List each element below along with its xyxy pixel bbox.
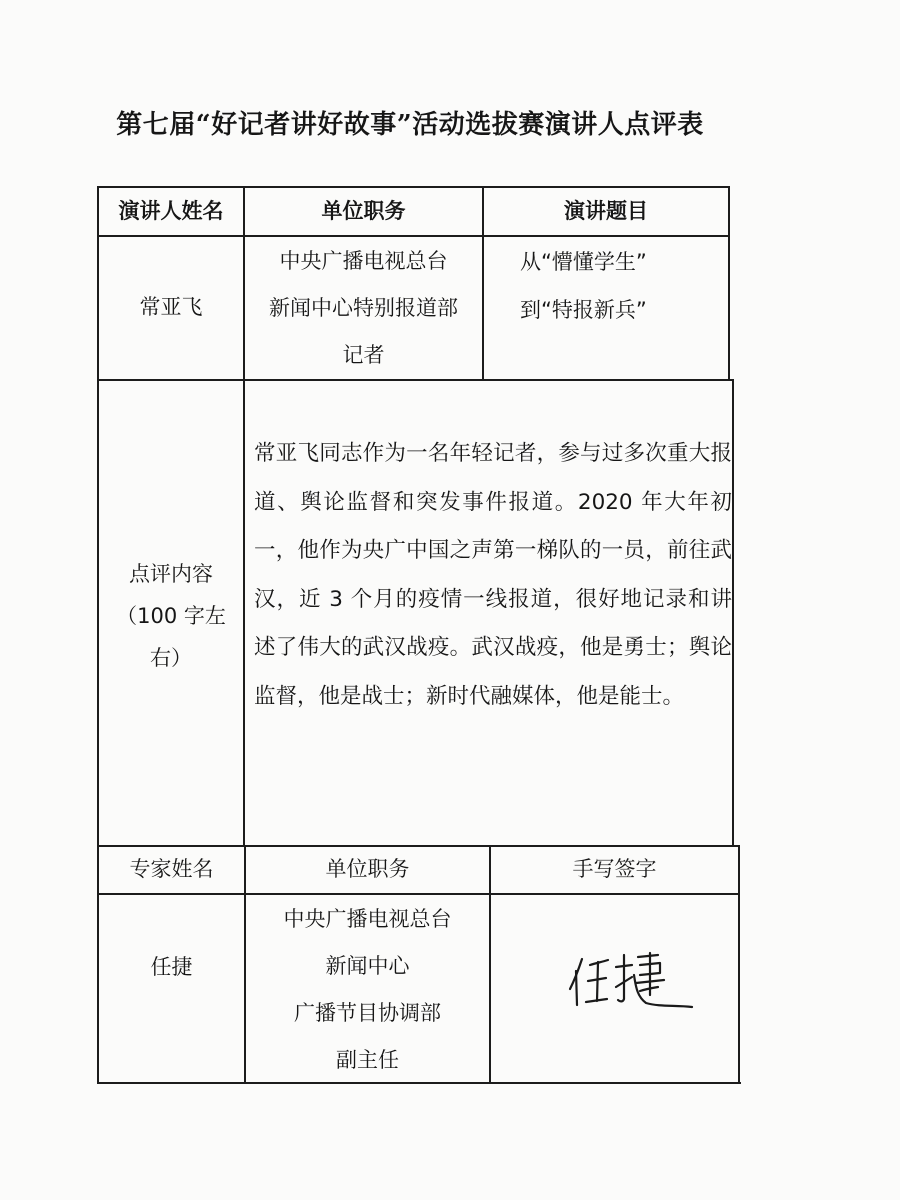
header-speaker-position-label: 单位职务 [321,198,406,223]
col-divider [728,186,730,380]
col-divider [732,379,734,846]
comment-label-line: （100 字左 [116,604,226,628]
speech-topic-line: 到“特报新兵” [520,298,647,322]
speaker-position-line: 中央广播电视总台 [279,248,448,273]
col-divider [738,845,740,1084]
speech-topic-cell [520,238,726,334]
expert-name-cell [99,895,244,1040]
expert-name: 任捷 [150,954,193,979]
header-expert-name [99,847,244,893]
header-expert-position [246,847,489,893]
speaker-position-cell [245,237,482,379]
expert-position-line: 中央广播电视总台 [283,906,452,931]
header-speech-topic [484,188,728,235]
header-speech-topic-label: 演讲题目 [564,198,648,223]
expert-position-cell [246,897,489,1082]
header-speaker-position [245,188,482,235]
row-divider [98,1082,741,1084]
expert-position-line: 广播节目协调部 [294,1000,441,1025]
header-expert-position-label: 单位职务 [325,857,410,882]
expert-position-line: 副主任 [336,1047,399,1072]
speaker-position-line: 记者 [342,342,385,367]
speaker-name: 常亚飞 [139,295,203,320]
speech-topic-line: 从“懵懂学生” [520,250,647,274]
header-speaker-name [99,188,243,235]
comment-text: 常亚飞同志作为一名年轻记者，参与过多次重大报道、舆论监督和突发事件报道。2020 年大年初一，他作为央广中国之声第一梯队的一员，前往武汉，近 3 个月的疫情一线报道，很好地记录和讲述了伟大的武汉战疫。武汉战疫，他是勇士；舆论监督，他是战士；新时代融媒体，他是能士。 [254,441,732,709]
page-title: 第七届“好记者讲好故事”活动选拔赛演讲人点评表 [116,110,704,140]
handwritten-signature [560,945,700,1015]
header-speaker-name-label: 演讲人姓名 [118,198,224,223]
header-signature [491,847,738,893]
expert-position-line: 新闻中心 [325,953,410,978]
comment-label-cell [99,381,243,845]
header-signature-label: 手写签字 [572,857,657,882]
comment-label-line: 点评内容 [129,562,213,586]
header-expert-name-label: 专家姓名 [129,857,214,882]
speaker-name-cell [99,237,243,379]
speaker-position-line: 新闻中心特别报道部 [269,295,458,320]
comment-label-line: 右） [150,646,192,670]
